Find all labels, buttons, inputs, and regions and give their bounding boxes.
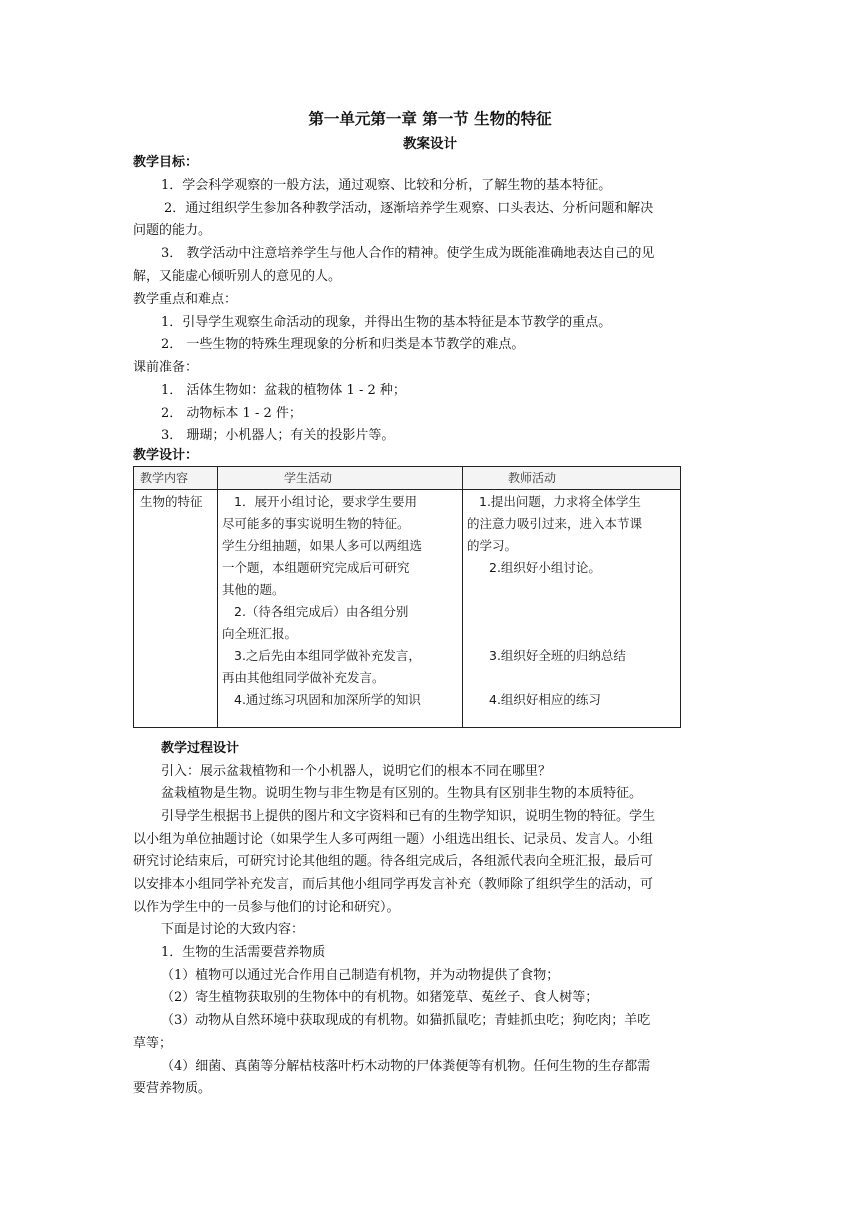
teacher-activity-line: 4.组织好相应的练习 xyxy=(489,692,601,707)
objectives-heading: 教学目标： xyxy=(133,155,199,170)
discussion-subitem: 要营养物质。 xyxy=(133,1081,212,1096)
discussion-subitem: （2）寄生植物获取别的生物体中的有机物。如猪笼草、菟丝子、食人树等； xyxy=(161,990,599,1005)
objective-item-3-line-1: 3． 教学活动中注意培养学生与他人合作的精神。使学生成为既能准确地表达自己的见 xyxy=(161,246,655,261)
preparation-item-1: 1． 活体生物如：盆栽的植物体 1 - 2 种； xyxy=(161,383,406,398)
key-point-item-1: 1．引导学生观察生命活动的现象，并得出生物的基本特征是本节教学的重点。 xyxy=(161,315,612,330)
process-paragraph: 以安排本小组同学补充发言，而后其他小组同学再发言补充（教师除了组织学生的活动，可 xyxy=(133,877,654,892)
teacher-activity-line: 3.组织好全班的归纳总结 xyxy=(489,648,626,663)
student-activity-line: 2.（待各组完成后）由各组分别 xyxy=(234,604,409,619)
process-paragraph: 引导学生根据书上提供的图片和文字资料和已有的生物学知识，说明生物的特征。学生 xyxy=(161,809,656,824)
student-activity-line: 一个题，本组题研究完成后可研究 xyxy=(222,560,410,575)
process-paragraph: 以作为学生中的一员参与他们的讨论和研究）。 xyxy=(133,900,400,915)
teacher-activity-line: 的注意力吸引过来，进入本节课 xyxy=(467,516,643,531)
student-activity-line: 再由其他组同学做补充发言。 xyxy=(222,670,385,685)
teacher-activity-line: 的学习。 xyxy=(467,538,518,553)
student-activity-line: 学生分组抽题，如果人多可以两组选 xyxy=(222,538,423,553)
process-heading: 教学过程设计 xyxy=(161,741,240,756)
table-header-row xyxy=(134,467,680,490)
objective-item-1: 1．学会科学观察的一般方法，通过观察、比较和分析，了解生物的基本特征。 xyxy=(161,178,612,193)
table-header-student: 学生活动 xyxy=(284,471,333,485)
teacher-activity-line: 2.组织好小组讨论。 xyxy=(489,560,601,575)
process-intro: 引入：展示盆栽植物和一个小机器人，说明它们的根本不同在哪里？ xyxy=(161,764,552,779)
discussion-subitem: （4）细菌、真菌等分解枯枝落叶朽木动物的尸体粪便等有机物。任何生物的生存都需 xyxy=(161,1059,651,1074)
process-paragraph: 盆栽植物是生物。说明生物与非生物是有区别的。生物具有区别非生物的本质特征。 xyxy=(161,786,643,801)
document-subtitle: 教案设计 xyxy=(403,136,457,152)
objective-item-2-line-1: 2．通过组织学生参加各种教学活动，逐渐培养学生观察、口头表达、分析问题和解决 xyxy=(164,201,654,216)
process-paragraph: 研究讨论结束后，可研究讨论其他组的题。待各组完成后，各组派代表向全班汇报，最后可 xyxy=(133,854,654,869)
table-header-teacher: 教师活动 xyxy=(508,471,557,485)
discussion-subitem: （3）动物从自然环境中获取现成的有机物。如猫抓鼠吃；青蛙抓虫吃；狗吃肉；羊吃 xyxy=(161,1013,651,1028)
preparation-item-3: 3． 珊瑚；小机器人；有关的投影片等。 xyxy=(161,428,395,443)
lesson-design-table xyxy=(133,466,681,728)
preparation-heading: 课前准备： xyxy=(133,360,199,375)
student-activity-line: 3.之后先由本组同学做补充发言， xyxy=(234,648,421,663)
student-activity-line: 向全班汇报。 xyxy=(222,626,298,641)
preparation-item-2: 2． 动物标本 1 - 2 件； xyxy=(161,406,302,421)
discussion-subitem: 草等； xyxy=(133,1036,173,1051)
key-points-heading: 教学重点和难点： xyxy=(133,292,238,307)
column-divider xyxy=(462,467,463,727)
objective-item-3-line-2: 解，又能虚心倾听别人的意见的人。 xyxy=(133,269,342,284)
student-activity-line: 尽可能多的事实说明生物的特征。 xyxy=(222,516,410,531)
student-activity-line: 其他的题。 xyxy=(222,582,285,597)
table-header-content: 教学内容 xyxy=(140,471,189,485)
objective-item-2-line-2: 问题的能力。 xyxy=(133,223,212,238)
process-paragraph: 下面是讨论的大致内容： xyxy=(161,922,305,937)
table-cell-content: 生物的特征 xyxy=(140,494,203,509)
discussion-topic: 1．生物的生活需要营养物质 xyxy=(161,945,326,960)
document-title: 第一单元第一章 第一节 生物的特征 xyxy=(308,110,552,128)
design-heading: 教学设计： xyxy=(133,448,199,463)
column-divider xyxy=(217,467,218,727)
discussion-subitem: （1）植物可以通过光合作用自己制造有机物，并为动物提供了食物； xyxy=(161,968,560,983)
key-point-item-2: 2． 一些生物的特殊生理现象的分析和归类是本节教学的难点。 xyxy=(161,337,525,352)
student-activity-line: 4.通过练习巩固和加深所学的知识 xyxy=(234,692,421,707)
process-paragraph: 以小组为单位抽题讨论（如果学生人多可两组一题）小组选出组长、记录员、发言人。小组 xyxy=(133,832,654,847)
teacher-activity-line: 1.提出问题，力求将全体学生 xyxy=(479,494,641,509)
student-activity-line: 1．展开小组讨论，要求学生要用 xyxy=(234,494,417,509)
